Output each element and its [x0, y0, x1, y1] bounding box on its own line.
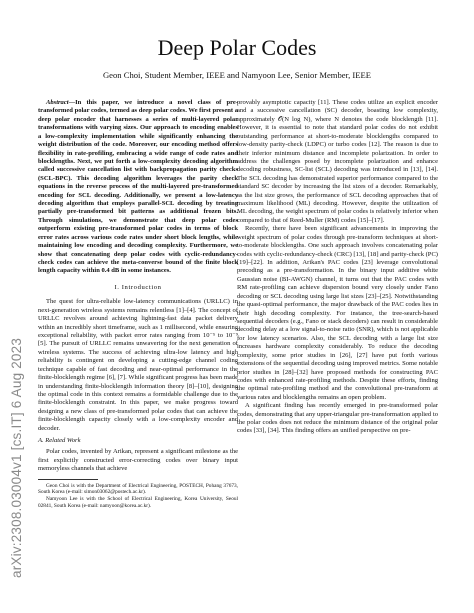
section-heading: I. Introduction	[114, 283, 162, 291]
footnote-affiliation-2: Namyoon Lee is with the School of Electrical Engineering, Korea University, Seoul 02841, South Korea (e-mail: namyoon@korea.ac.kr).	[38, 495, 238, 509]
intro-paragraph: The quest for ultra-reliable low-latency communications (URLLC) in next-generation wireless systems remains relentless [1]–[4]. The concept of URLLC revolves around achieving lightning-fast data packet delivery within an incredibly short timeframe, such as 1 millisecond, while ensuring exceptional reliability, with packet error rates ranging from 10⁻⁵ to 10⁻⁹ [5]. The pursuit of URLLC remains unwavering for the next generation of wireless systems. The success of achieving ultra-low latency and high reliability is contingent on developing a cutting-edge channel coding technique capable of fast decoding and near-optimal performance in the finite-blocklength regime [6], [7]. While significant progress has been made in understanding finite-blocklength information theory [8]–[10], designing the optimal code in this context remains a formidable challenge due to the finite-blocklength constraint. In this paper, we make progress toward designing a new class of pre-transformed polar codes that can achieve the finite-blocklength capacity closely with a low-complexity encoder and decoder.	[38, 298, 238, 432]
body-paragraph: provably asymptotic capacity [11]. These codes utilize an explicit encoder and a successive cancellation (SC) decoder, boasting low complexity, approximately 𝒪(N log N), where N denotes the code blocklength [11]. However, it is essential to note that standard polar codes do not exhibit outstanding performance at short-to-moderate blocklengths compared to low-density parity-check (LDPC) or turbo codes [12]. The reason is due to their inferior minimum distance and incomplete polarization. In order to address the challenges posed by incomplete polarization and enhance decoding robustness, SC-list (SCL) decoding was introduced in [13], [14]. The SCL decoding has demonstrated superior performance compared to the standard SC decoder by increasing the list sizes of a decoder. Remarkably, as the list size grows, the performance of SCL decoding approaches that of maximum likelihood (ML) decoding. However, despite the utilization of ML decoding, the weight spectrum of polar codes is relatively inferior when compared to that of Reed-Muller (RM) codes [15]–[17].	[237, 99, 438, 224]
subsection-heading: A. Related Work	[38, 437, 81, 445]
body-paragraph: Recently, there have been significant advancements in improving the weight spectrum of polar codes through pre-transform techniques at short-to-moderate blocklengths. One such approach involves concatenating polar codes with cyclic-redundancy-check (CRC) [13], [18] and parity-check (PC) [19]–[22]. In addition, Arikan's PAC codes [23] leverage convolutional precoding as a pre-transformation. In the binary input additive white Gaussian noise (BI-AWGN) channel, it turns out that the PAC codes with RM rate-profiling can achieve dispersion bound very closely under Fano decoding or SCL decoding using large list sizes [23]–[25]. Notwithstanding the quasi-optimal performance, the major drawback of the PAC codes lies in their high decoding complexity. For instance, the tree-search-based sequential decoders (e.g., Fano or stack decoders) can result in considerable decoding delay at a low signal-to-noise ratio (SNR), which is not applicable for low latency scenarios. Also, the SCL decoding with a large list size increases hardware complexity considerably. To reduce the decoding complexity, some prior studies in [26], [27] have put forth various extensions of the sequential decoding using improved metrics. Some notable prior studies in [28]–[32] have proposed methods for constructing PAC codes with enhanced rate-profiling methods. Despite these efforts, finding the optimal rate-profiling method and the convolutional pre-transform at various rates and blocklengths remains an open problem.	[237, 225, 438, 401]
left-column	[38, 99, 238, 509]
footnote-affiliation-1: Geon Choi is with the Department of Electrical Engineering, POSTECH, Pohang 37673, South Korea (e-mail: simon03062@postech.ac.kr).	[38, 482, 238, 496]
abstract	[38, 99, 238, 276]
arxiv-identifier: arXiv:2308.03004v1 [cs.IT] 6 Aug 2023	[9, 337, 24, 578]
abstract-body: —In this paper, we introduce a novel class of pre-transformed polar codes, termed as deep polar codes. We first present a deep polar encoder that harnesses a series of multi-layered polar transformations with varying sizes. Our approach to encoding enables a low-complexity implementation while significantly enhancing the weight distribution of the code. Moreover, our encoding method offers flexibility in rate-profiling, embracing a wide range of code rates and blocklengths. Next, we put forth a low-complexity decoding algorithm called successive cancellation list with backpropagation parity checks (SCL-BPC). This decoding algorithm leverages the parity check equations in the reverse process of the multi-layered pre-transformed encoding for SCL decoding. Additionally, we present a low-latency decoding algorithm that employs parallel-SCL decoding by treating partially pre-transformed bit patterns as additional frozen bits. Through simulations, we demonstrate that deep polar codes outperform existing pre-transformed polar codes in terms of block error rates across various code rates under short block lengths, while maintaining low encoding and decoding complexity. Furthermore, we show that concatenating deep polar codes with cyclic-redundancy-check codes can achieve the meta-converse bound of the finite block length capacity within 0.4 dB in some instances.	[38, 99, 238, 275]
right-column	[237, 99, 438, 436]
related-work-paragraph: Polar codes, invented by Arikan, represent a significant milestone as the first explicitly constructed error-correcting codes over binary input memoryless channels that achieve	[38, 448, 238, 473]
abstract-label: Abstract	[46, 99, 69, 106]
paper-title: Deep Polar Codes	[157, 35, 317, 60]
footnote-rule	[38, 479, 98, 480]
author-line: Geon Choi, Student Member, IEEE and Namyoon Lee, Senior Member, IEEE	[102, 70, 372, 80]
body-paragraph: A significant finding has recently emerged in pre-transformed polar codes, demonstrating that any upper-triangular pre-transformation applied to the polar codes does not reduce the minimum distance of the original polar codes [33], [34]. This finding offers an unified perspective on pre-	[237, 402, 438, 435]
